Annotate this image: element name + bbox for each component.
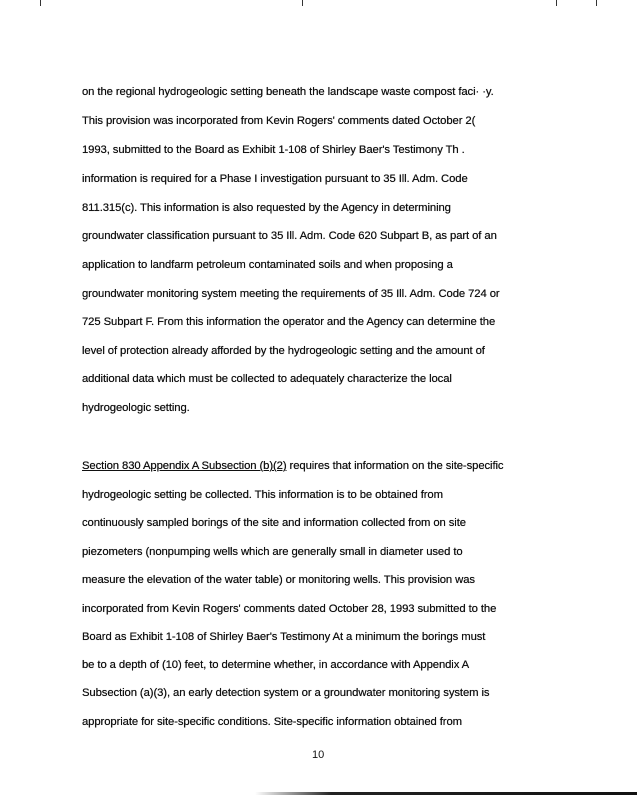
paragraph-line: information is required for a Phase I investigation pursuant to 35 Ill. Adm. Code [82, 173, 468, 185]
paragraph-line: application to landfarm petroleum contaminated soils and when proposing a [82, 259, 453, 271]
paragraph-line: Board as Exhibit 1-108 of Shirley Baer's Testimony At a minimum the borings must [82, 631, 486, 643]
paragraph-line: 811.315(c). This information is also requested by the Agency in determining [82, 202, 451, 214]
paragraph-line [82, 460, 503, 472]
paragraph-line: additional data which must be collected to adequately characterize the local [82, 373, 452, 385]
paragraph-line: on the regional hydrogeologic setting beneath the landscape waste compost faci· ·y. [82, 86, 494, 98]
paragraph-line: groundwater classification pursuant to 35 Ill. Adm. Code 620 Subpart B, as part of an [82, 230, 497, 242]
paragraph-line: hydrogeologic setting. [82, 402, 190, 414]
paragraph-line: level of protection already afforded by the hydrogeologic setting and the amount of [82, 345, 485, 357]
page-number: 10 [312, 749, 325, 761]
section-reference: Section 830 Appendix A Subsection (b)(2) [82, 460, 287, 472]
paragraph-line: hydrogeologic setting be collected. This information is to be obtained from [82, 489, 443, 501]
paragraph-line: 725 Subpart F. From this information the operator and the Agency can determine the [82, 316, 496, 328]
scan-mark [556, 0, 557, 6]
paragraph-line: Subsection (a)(3), an early detection system or a groundwater monitoring system is [82, 687, 490, 699]
paragraph-line: appropriate for site-specific conditions. Site-specific information obtained from [82, 716, 462, 728]
paragraph-line: piezometers (nonpumping wells which are generally small in diameter used to [82, 546, 463, 558]
paragraph-line: measure the elevation of the water table) or monitoring wells. This provision was [82, 574, 475, 586]
scan-bottom-edge [255, 792, 637, 795]
scan-mark [40, 0, 41, 6]
paragraph-line: be to a depth of (10) feet, to determine whether, in accordance with Appendix A [82, 659, 470, 671]
paragraph-line: This provision was incorporated from Kevin Rogers' comments dated October 2( [82, 115, 476, 127]
scan-top-edge [0, 0, 637, 6]
scan-mark [302, 0, 303, 6]
scan-mark [596, 0, 597, 6]
paragraph-line: incorporated from Kevin Rogers' comments dated October 28, 1993 submitted to the [82, 603, 497, 615]
paragraph-line: 1993, submitted to the Board as Exhibit 1-108 of Shirley Baer's Testimony Th . [82, 144, 465, 156]
paragraph-line: groundwater monitoring system meeting the requirements of 35 Ill. Adm. Code 724 or [82, 288, 500, 300]
section-reference-text: requires that information on the site-specific [286, 460, 504, 472]
paragraph-line: continuously sampled borings of the site and information collected from on site [82, 517, 466, 529]
